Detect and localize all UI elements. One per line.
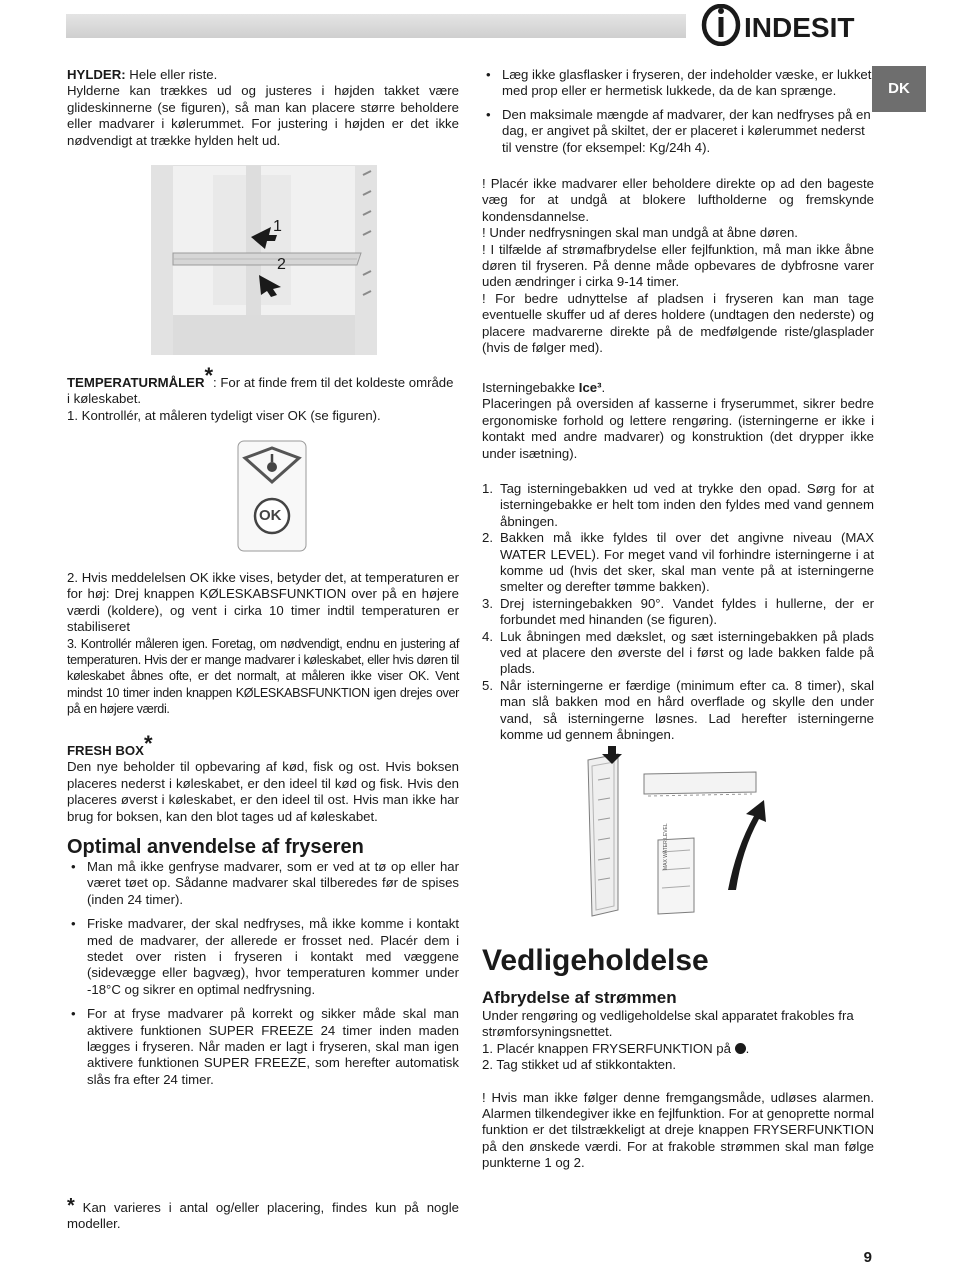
freezer-warning: ! I tilfælde af strømafbrydelse eller fejlfunktion, må man ikke åbne døren til fryseren. På denne måde opbevares de dybfrosne varer uden ændringer i cirka 9-14 timer. <box>482 241 874 290</box>
power-step-2: 2. Tag stikket ud af stikkontakten. <box>482 1057 677 1073</box>
max-water-level-label: MAX WATER LEVEL <box>663 823 669 870</box>
hylder-subtitle: Hele eller riste. <box>125 67 218 82</box>
footnote <box>67 1195 459 1233</box>
power-step-1-end: . <box>745 1040 750 1056</box>
maintenance-title: Vedligeholdelse <box>482 944 709 977</box>
fresh-box-section <box>67 731 459 825</box>
footnote-star: * <box>67 1195 75 1217</box>
fresh-box-title: FRESH BOX <box>67 743 144 758</box>
optimal-bullet: • Friske madvarer, der skal nedfryses, må ikke komme i kontakt med de madvarer, der allerede er frosset ned. Placér dem i stedet over risten i fryseren i kontakt med væggene (sidevægge eller bagvæg), hvor temperaturen kommer under -18°C og sikrer en optimal nedfrysning. <box>67 916 459 998</box>
ice-title-end: . <box>601 380 606 395</box>
temperature-gauge-figure <box>237 440 307 552</box>
temperature-step-3: 3. Kontrollér måleren igen. Foretag, om nødvendigt, endnu en justering af temperaturen. Hvis der er mange madvarer i køleskabet, eller hvis døren til køleskabet åbnes ofte, er det normalt, at måleren ikke viser OK. Vent mindst 10 timer inden knappen KØLESKABSFUNKTION igen drejes over på en højere værdi. <box>67 636 459 717</box>
temperature-step-1: 1. Kontrollér, at måleren tydeligt viser OK (se figuren). <box>67 407 381 423</box>
ok-indicator: OK <box>259 507 282 524</box>
header-bar <box>66 14 686 38</box>
optimal-title: Optimal anvendelse af fryseren <box>67 836 364 858</box>
ice-tray-figure <box>578 740 778 920</box>
footnote-text: Kan varieres i antal og/eller placering, findes kun på nogle modeller. <box>67 1200 459 1232</box>
temperature-steps <box>67 570 459 718</box>
ice-title: Isterningebakke <box>482 380 579 395</box>
hylder-text: Hylderne kan trækkes ud og justeres i højden takket være glideskinnerne (se figuren), så man kan placere større beholdere eller madvarer i kølerummet. For justering i højden er det ikke nødvendigt at trække hylden helt ud. <box>67 83 459 148</box>
temperature-title: TEMPERATURMÅLER <box>67 375 205 390</box>
temperature-section <box>67 363 459 424</box>
optimal-bullet: • Man må ikke genfryse madvarer, som er ved at tø op eller har været tøet op. Sådanne madvarer skal tilberedes før de spises (inden 24 timer). <box>67 859 459 908</box>
filled-circle-icon <box>735 1043 746 1054</box>
language-tab <box>872 66 926 112</box>
fresh-box-star: * <box>143 731 153 756</box>
ice-step-text: Tag isterningebakken ud ved at trykke den opad. Sørg for at isterningebakke er helt tom inden den fyldes med vand gennem åbningen. <box>500 481 874 529</box>
maintenance-section <box>482 944 874 1172</box>
ice-steps <box>482 481 874 744</box>
page-number: 9 <box>863 1249 872 1266</box>
step-number: 2. <box>482 530 493 546</box>
optimal-bullet: • For at fryse madvarer på korrekt og sikker måde skal man aktivere funktionen SUPER FREEZE 24 timer inden maden lægges i fryseren. Når maden er lagt i fryseren, skal man igen aktivere funktionen SUPER FREEZE, som herefter automatisk slås fra efter 24 timer. <box>67 1006 459 1088</box>
step-number: 1. <box>482 481 493 496</box>
shelf-figure <box>151 165 377 355</box>
step-number: 5. <box>482 677 493 693</box>
step-number: 3. <box>482 595 493 611</box>
ice-step-text: Drej isterningebakken 90°. Vandet fyldes i hullerne, der er forbundet med hinanden (se figuren). <box>500 595 874 628</box>
freezer-warning: ! For bedre udnyttelse af pladsen i fryseren kan man tage eventuelle skuffer ud af deres holdere (undtagen den nederste) og placere madvarerne direkte på de medfølgende riste/glasplader (hvis de følger med). <box>482 290 874 356</box>
ice-section <box>482 380 874 462</box>
temperature-text: : For at finde frem til det koldeste område i køleskabet. <box>67 375 454 407</box>
ice-step-text: Når isterningerne er færdige (minimum efter ca. 8 timer), skal man slå bakken mod en hård overflade og skylle den under vand, så isterningerne løsnes. Lad herefter isterningerne komme ud gennem åbningen. <box>500 677 874 743</box>
power-warning: ! Hvis man ikke følger denne fremgangsmåde, udløses alarmen. Alarmen tilkendegiver ikke en fejlfunktion. For at genoprette normal funktion er det tilstrækkeligt at dreje knappen FRYSERFUNKTION på den ønskede værdi. For at frakoble strømmen skal man følge punkterne 1 og 2. <box>482 1089 874 1171</box>
temperature-star: * <box>204 363 214 388</box>
step-number: 4. <box>482 628 493 644</box>
ice-step-text: Luk åbningen med dækslet, og sæt isterningebakken på plads ved at placere den øverste del i først og lade bakken falde på plads. <box>500 628 874 677</box>
power-text: Under rengøring og vedligeholdelse skal apparatet frakobles fra strømforsyningsnettet. <box>482 1008 854 1040</box>
language-tab-label: DK <box>888 79 910 97</box>
temperature-step-2: 2. Hvis meddelelsen OK ikke vises, betyder det, at temperaturen er for høj: Drej knappen KØLESKABSFUNKTION over på en højere værdi (koldere), og vent i cirka 10 timer indtil temperaturen er stabiliseret <box>67 570 459 635</box>
indesit-logo <box>698 4 878 46</box>
freezer-warning: ! Under nedfrysningen skal man undgå at åbne døren. <box>482 225 798 241</box>
freezer-bullets <box>482 67 874 156</box>
ice-intro: Placeringen på oversiden af kasserne i fryserummet, sikrer bedre ergonomiske forhold og lettere rengøring. (isterningerne er ikke i kontakt med andre madvarer) og konstruktion (det drypper ikke under isætning). <box>482 396 874 461</box>
ice-brand: Ice³ <box>578 380 602 395</box>
power-step-1: 1. Placér knappen FRYSERFUNKTION på <box>482 1040 735 1056</box>
hylder-section <box>67 67 459 149</box>
freezer-warning: ! Placér ikke madvarer eller beholdere direkte op ad den bageste væg for at undgå at blokere luftholderne og fremskynde kondensdannelse. <box>482 176 874 224</box>
freezer-bullet: • Læg ikke glasflasker i fryseren, der indeholder væske, er lukket med prop eller er hermetisk lukkede, da de kan sprænge. <box>482 67 874 100</box>
fresh-box-text: Den nye beholder til opbevaring af kød, fisk og ost. Hvis boksen placeres nederst i køleskabet, er den ideel til kød og fisk. Hvis den placeres øverst i køleskabet, er den ideel til ost. Hvis man ikke har brug for boksen, kan den blot tages ud af køleskabet. <box>67 759 459 824</box>
hylder-title: HYLDER: <box>67 67 126 82</box>
freezer-bullet: • Den maksimale mængde af madvarer, der kan nedfryses på en dag, er angivet på skiltet, der er placeret i kølerummet nederst til venstre (for eksempel: Kg/24h 4). <box>482 107 874 156</box>
optimal-section <box>67 835 459 1088</box>
figure-label-1: 1 <box>273 218 282 235</box>
ice-step-text: Bakken må ikke fyldes til over det angivne niveau (MAX WATER LEVEL). For meget vand vil forhindre isterningerne i at komme ud (hvis det sker, skal man vente på at isterningerne smelter og derefter tømme bakken). <box>500 530 874 595</box>
brand-name: INDESIT <box>744 12 855 43</box>
figure-label-2: 2 <box>277 256 286 273</box>
power-title: Afbrydelse af strømmen <box>482 988 677 1007</box>
freezer-warnings <box>482 176 874 356</box>
